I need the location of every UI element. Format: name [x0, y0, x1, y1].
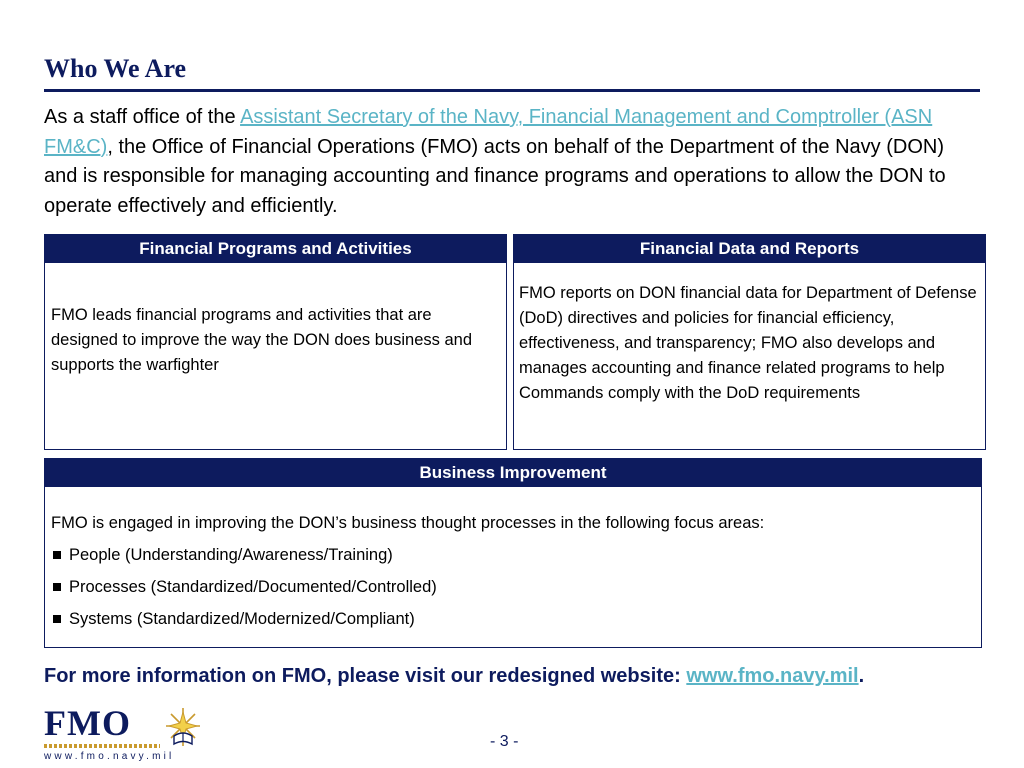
- website-note-prefix: For more information on FMO, please visit our redesigned website:: [44, 665, 687, 687]
- logo-url: www.fmo.navy.mil: [44, 751, 175, 762]
- financial-programs-box: [44, 234, 507, 450]
- logo-stripe: [44, 744, 160, 748]
- square-bullet-icon: [53, 551, 61, 559]
- fmo-logo: [44, 704, 214, 764]
- title-rule: [44, 89, 980, 92]
- page-number: - 3 -: [490, 733, 519, 750]
- list-item: [51, 539, 975, 571]
- asn-fmc-link[interactable]: Assistant Secretary of the Navy, Financial Management and Comptroller (ASN FM&C): [44, 106, 933, 158]
- website-note-suffix: .: [858, 665, 865, 687]
- intro-paragraph: [44, 103, 974, 221]
- business-improvement-heading: Business Improvement: [45, 459, 981, 487]
- square-bullet-icon: [53, 615, 61, 623]
- list-item: [51, 571, 975, 603]
- compass-star-emblem-icon: [164, 706, 202, 750]
- intro-suffix: , the Office of Financial Operations (FMO) acts on behalf of the Department of the Navy (DON) and is responsible for managing accounting and finance programs and operations to allow the DON to operate effectively and efficiently.: [44, 135, 946, 217]
- business-improvement-lead: FMO is engaged in improving the DON’s business thought processes in the following focus areas:: [51, 514, 765, 532]
- financial-data-box: [513, 234, 986, 450]
- financial-programs-heading: Financial Programs and Activities: [45, 235, 506, 263]
- square-bullet-icon: [53, 583, 61, 591]
- focus-area-systems: Systems (Standardized/Modernized/Compliant): [69, 610, 415, 628]
- financial-data-body: FMO reports on DON financial data for Department of Defense (DoD) directives and policies for financial efficiency, effectiveness, and transparency; FMO also develops and manages accounting and finance related programs to help Commands comply with the DoD requirements: [519, 284, 977, 402]
- financial-data-heading: Financial Data and Reports: [514, 235, 985, 263]
- fmo-website-link[interactable]: www.fmo.navy.mil: [686, 665, 859, 687]
- focus-area-processes: Processes (Standardized/Documented/Controlled): [69, 578, 437, 596]
- logo-wordmark: FMO: [44, 703, 131, 743]
- focus-area-people: People (Understanding/Awareness/Training): [69, 546, 393, 564]
- intro-prefix: As a staff office of the: [44, 106, 241, 128]
- business-improvement-body: [45, 487, 981, 635]
- slide-title: Who We Are: [44, 54, 187, 83]
- website-note: [44, 665, 864, 688]
- business-improvement-box: [44, 458, 982, 648]
- list-item: [51, 603, 975, 635]
- financial-programs-body: FMO leads financial programs and activities that are designed to improve the way the DON does business and supports the warfighter: [51, 306, 472, 374]
